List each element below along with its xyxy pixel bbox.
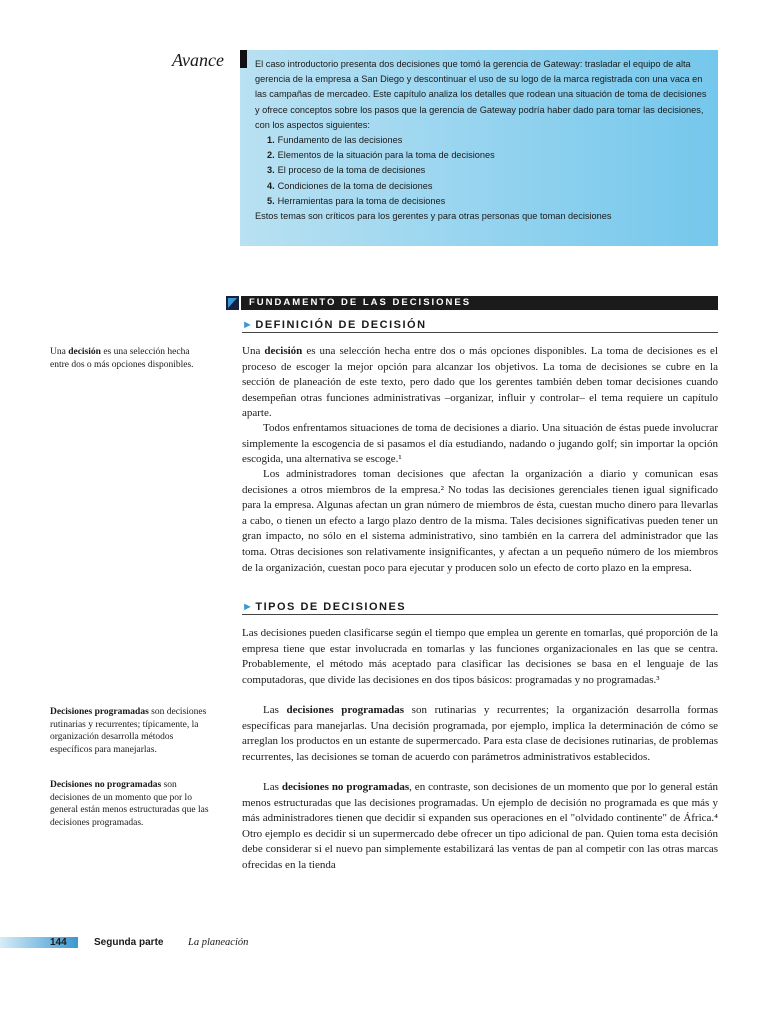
arrow-right-icon: ► xyxy=(242,601,255,613)
subheading-definicion: ►DEFINICIÓN DE DECISIÓN xyxy=(242,318,718,333)
paragraph-1: Una decisión es una selección hecha entre dos o más opciones disponibles. La toma de decisiones es el proceso de escoger la mejor opción para alcanzar los objetivos. La toma de decisiones se cubre en la sección de planeación de este texto, pero dado que los gerentes también deben tomar decisiones cuando desempeñan otras funciones administrativas –organizar, influir y controlar– el tema requiere un capítulo aparte. xyxy=(242,345,718,420)
subheading-tipos: ►TIPOS DE DECISIONES xyxy=(242,600,718,615)
footer-part: Segunda parte xyxy=(94,937,164,948)
preview-intro: El caso introductorio presenta dos decisiones que tomó la gerencia de Gateway: trasladar el equipo de alta gerencia de la empresa a San Diego y descontinuar el uso de su logo de la marca registrada con una vaca en las campañas de mercadeo. Este capítulo analiza los detalles que rodean una situación de toma de decisiones y ofrece conceptos sobre los pasos que la gerencia de Gateway podría haber dado para tomar las decisiones, con los aspectos siguientes: xyxy=(255,59,707,130)
list-item: 5. Herramientas para la toma de decisiones xyxy=(267,195,446,206)
page-number: 144 xyxy=(50,937,67,948)
section-heading xyxy=(226,296,718,310)
section-square-icon xyxy=(226,296,239,310)
margin-note-no-programadas: Decisiones no programadas son decisiones de un momento que por lo general están menos estructuradas que las decisiones programadas. xyxy=(50,780,209,828)
preview-closing: Estos temas son críticos para los gerentes y para otras personas que toman decisiones xyxy=(255,211,612,222)
paragraph-6: Las decisiones no programadas, en contraste, son decisiones de un momento que por lo general están menos estructuradas que las decisiones programadas. Un ejemplo de decisión no programada es que más y más administradores tienen que decidir si expanden sus operaciones en el "olvidado continente" de África.⁴ Otro ejemplo es decidir si un supermercado debe ofrecer un tipo adicional de pan. Quien toma esta decisión debe considerar si el nuevo pan simplemente estabilizará las ventas de pan al competir con las otras marcas ofrecidas en la tienda xyxy=(242,781,719,871)
margin-note-decision: Una decisión es una selección hecha entre dos o más opciones disponibles. xyxy=(50,347,194,370)
list-item: 2. Elementos de la situación para la toma de decisiones xyxy=(267,150,495,161)
preview-label: Avance xyxy=(172,50,224,70)
arrow-right-icon: ► xyxy=(242,319,255,331)
margin-note-programadas: Decisiones programadas son decisiones rutinarias y recurrentes; típicamente, la organización desarrolla métodos específicos para manejarlas. xyxy=(50,707,207,755)
paragraph-4: Las decisiones pueden clasificarse según el tiempo que emplea un gerente en tomarlas, qué proporción de la empresa tiene que estar involucrada en tomarlas y las funciones organizacionales en las que se centra. Probablemente, el método más aceptado para clasificar las decisiones se basa en el lenguaje de las computadoras, que divide las decisiones en dos tipos básicos: programadas y no programadas.³ xyxy=(242,627,718,686)
list-item: 3. El proceso de la toma de decisiones xyxy=(267,165,426,176)
preview-accent-bar xyxy=(240,50,247,68)
footer-chapter: La planeación xyxy=(188,937,249,948)
list-item: 4. Condiciones de la toma de decisiones xyxy=(267,180,433,191)
list-item: 1. Fundamento de las decisiones xyxy=(267,135,403,146)
paragraph-5: Las decisiones programadas son rutinarias y recurrentes; la organización desarrolla formas específicas para manejarlas. Una decisión programada, por ejemplo, implica la determinación de cómo se arreglan los productos en un estante de supermercado. Para esta clase de decisiones rutinarias, de problemas recurrentes, las decisiones se toman de acuerdo con parámetros administrativos establecidos. xyxy=(242,704,718,763)
section-title: FUNDAMENTO DE LAS DECISIONES xyxy=(241,296,718,310)
paragraph-2: Todos enfrentamos situaciones de toma de decisiones a diario. Una situación de éstas puede involucrar simplemente la escogencia de si pasamos el día estudiando, nadando o jugando golf; sin importar la opción escogida, una alternativa se escoge.¹ xyxy=(242,422,718,466)
paragraph-3: Los administradores toman decisiones que afectan la organización a diario y comunican esas decisiones a otros miembros de la empresa.² No todas las decisiones gerenciales tienen igual significado para la empresa. Algunas afectan un gran número de miembros de ésta, cuestan mucho dinero para llevarlas a cabo, o tienen un efecto a largo plazo dentro de la misma. Tales decisiones significativas pueden tener un gran impacto, no sólo en el sistema administrativo, sino también en la carrera del administrador que las toma. Otras decisiones son relativamente insignificantes, y afectan a un pequeño número de los miembros de la organización, cuestan poco para ejecutar y producen solo un efecto de corto plazo en la empresa. xyxy=(242,468,718,574)
chapter-preview-box xyxy=(240,50,718,246)
preview-topic-list xyxy=(255,133,708,209)
